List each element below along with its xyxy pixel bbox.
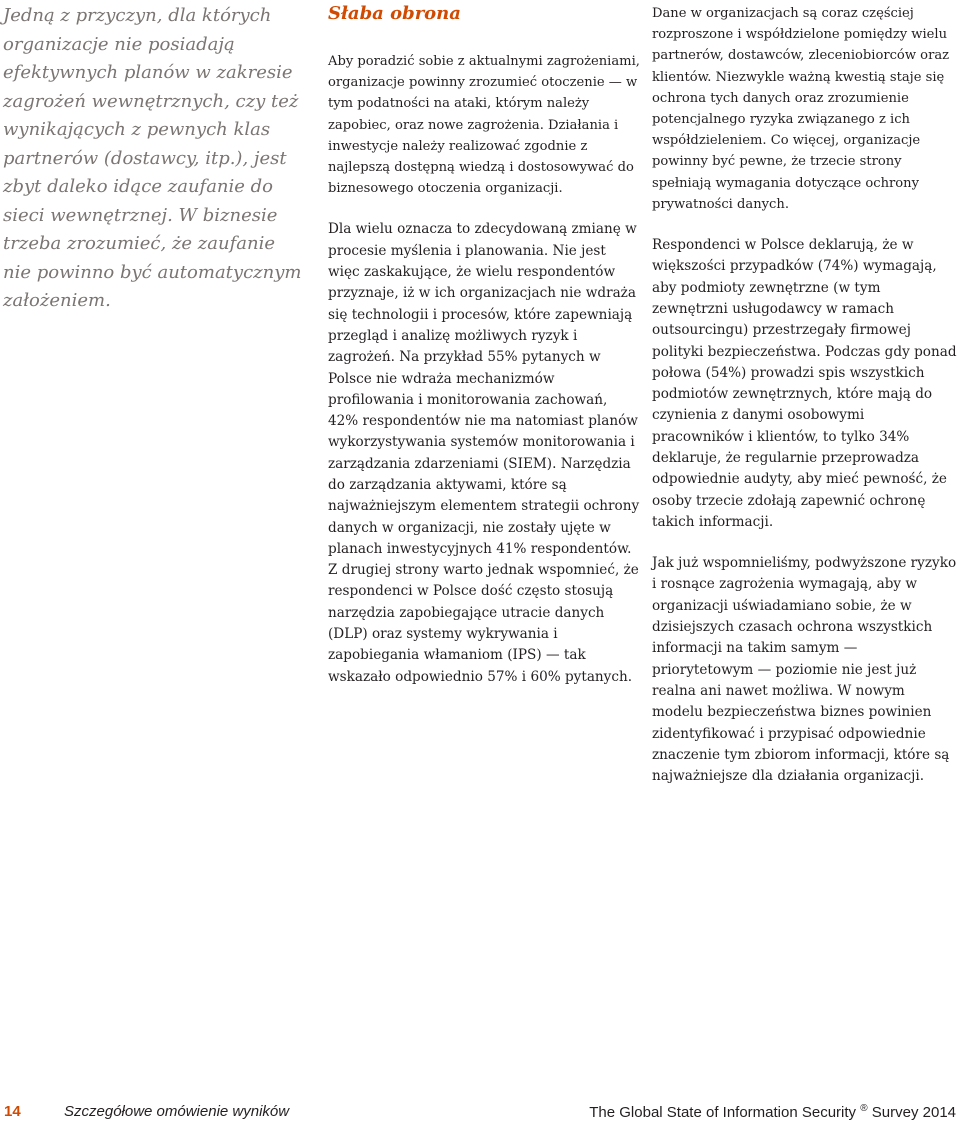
section-heading: Słaba obrona: [328, 3, 461, 24]
pull-quote: Jedną z przyczyn, dla których organizacje nie posiadają efektywnych planów w zakresie zagrożeń wewnętrznych, czy też wynikających z pewnych klas partnerów (dostawcy, itp.), jest zbyt daleko idące zaufanie do sieci wewnętrznej. W biznesie trzeba zrozumieć, że zaufanie nie powinno być automatycznym założeniem.: [3, 5, 302, 311]
page-number: 14: [4, 1103, 21, 1120]
paragraph: Dla wielu oznacza to zdecydowaną zmianę w procesie myślenia i planowania. Nie jest więc zaskakujące, że wielu respondentów przyznaje, iż w ich organizacjach nie wdraża się technologii i procesów, które zapewniają przegląd i analizę możliwych ryzyk i zagrożeń. Na przykład 55% pytanych w Polsce nie wdraża mechanizmów profilowania i monitorowania zachowań, 42% respondentów nie ma natomiast planów wykorzystywania systemów monitorowania i zarządzania zdarzeniami (SIEM). Narzędzia do zarządzania aktywami, które są najważniejszym elementem strategii ochrony danych w organizacji, nie zostały ujęte w planach inwestycyjnych 41% respondentów. Z drugiej strony warto jednak wspomnieć, że respondenci w Polsce dość często stosują narzędzia zapobiegające utracie danych (DLP) oraz systemy wykrywania i zapobiegania włamaniom (IPS) — tak wskazało odpowiednio 57% i 60% pytanych.: [328, 221, 640, 685]
report-title-suffix: Survey 2014: [867, 1104, 956, 1121]
article-column-middle: [328, 3, 640, 708]
article-column-right: [652, 3, 957, 807]
footer-report-title: [589, 1103, 956, 1121]
paragraph: Dane w organizacjach są coraz częściej rozproszone i współdzielone pomiędzy wielu partnerów, dostawców, zleceniobiorców oraz klientów. Niezwykle ważną kwestią staje się ochrona tych danych oraz zrozumienie potencjalnego ryzyka związanego z ich współdzieleniem. Co więcej, organizacje powinny być pewne, że trzecie strony spełniają wymagania dotyczące ochrony prywatności danych.: [652, 6, 950, 212]
page-footer: [0, 1100, 960, 1125]
pull-quote-column: [3, 2, 308, 316]
paragraph: Respondenci w Polsce deklarują, że w większości przypadków (74%) wymagają, aby podmioty zewnętrzne (w tym zewnętrzni usługodawcy w ramach outsourcingu) przestrzegały firmowej polityki bezpieczeństwa. Podczas gdy ponad połowa (54%) prowadzi spis wszystkich podmiotów zewnętrznych, które mają do czynienia z danymi osobowymi pracowników i klientów, to tylko 34% deklaruje, że regularnie przeprowadza odpowiednie audyty, aby mieć pewność, że osoby trzecie zdołają zapewnić ochronę takich informacji.: [652, 237, 957, 530]
report-title-text: The Global State of Information Security: [589, 1104, 857, 1121]
registered-mark: ®: [860, 1103, 868, 1114]
paragraph: Aby poradzić sobie z aktualnymi zagrożeniami, organizacje powinny zrozumieć otoczenie — w tym podatności na ataki, którym należy zapobiec, oraz nowe zagrożenia. Działania i inwestycje należy realizować zgodnie z najlepszą dostępną wiedzą i dostosowywać do biznesowego otoczenia organizacji.: [328, 54, 640, 197]
footer-section-name: Szczegółowe omówienie wyników: [64, 1103, 290, 1120]
paragraph: Jak już wspomnieliśmy, podwyższone ryzyko i rosnące zagrożenia wymagają, aby w organizacji uświadamiano sobie, że w dzisiejszych czasach ochrona wszystkich informacji na takim samym — priorytetowym — poziomie nie jest już realna ani nawet możliwa. W nowym modelu bezpieczeństwa biznes powinien zidentyfikować i przypisać odpowiednie znaczenie tym zbiorom informacji, które są najważniejsze dla działania organizacji.: [652, 555, 957, 785]
